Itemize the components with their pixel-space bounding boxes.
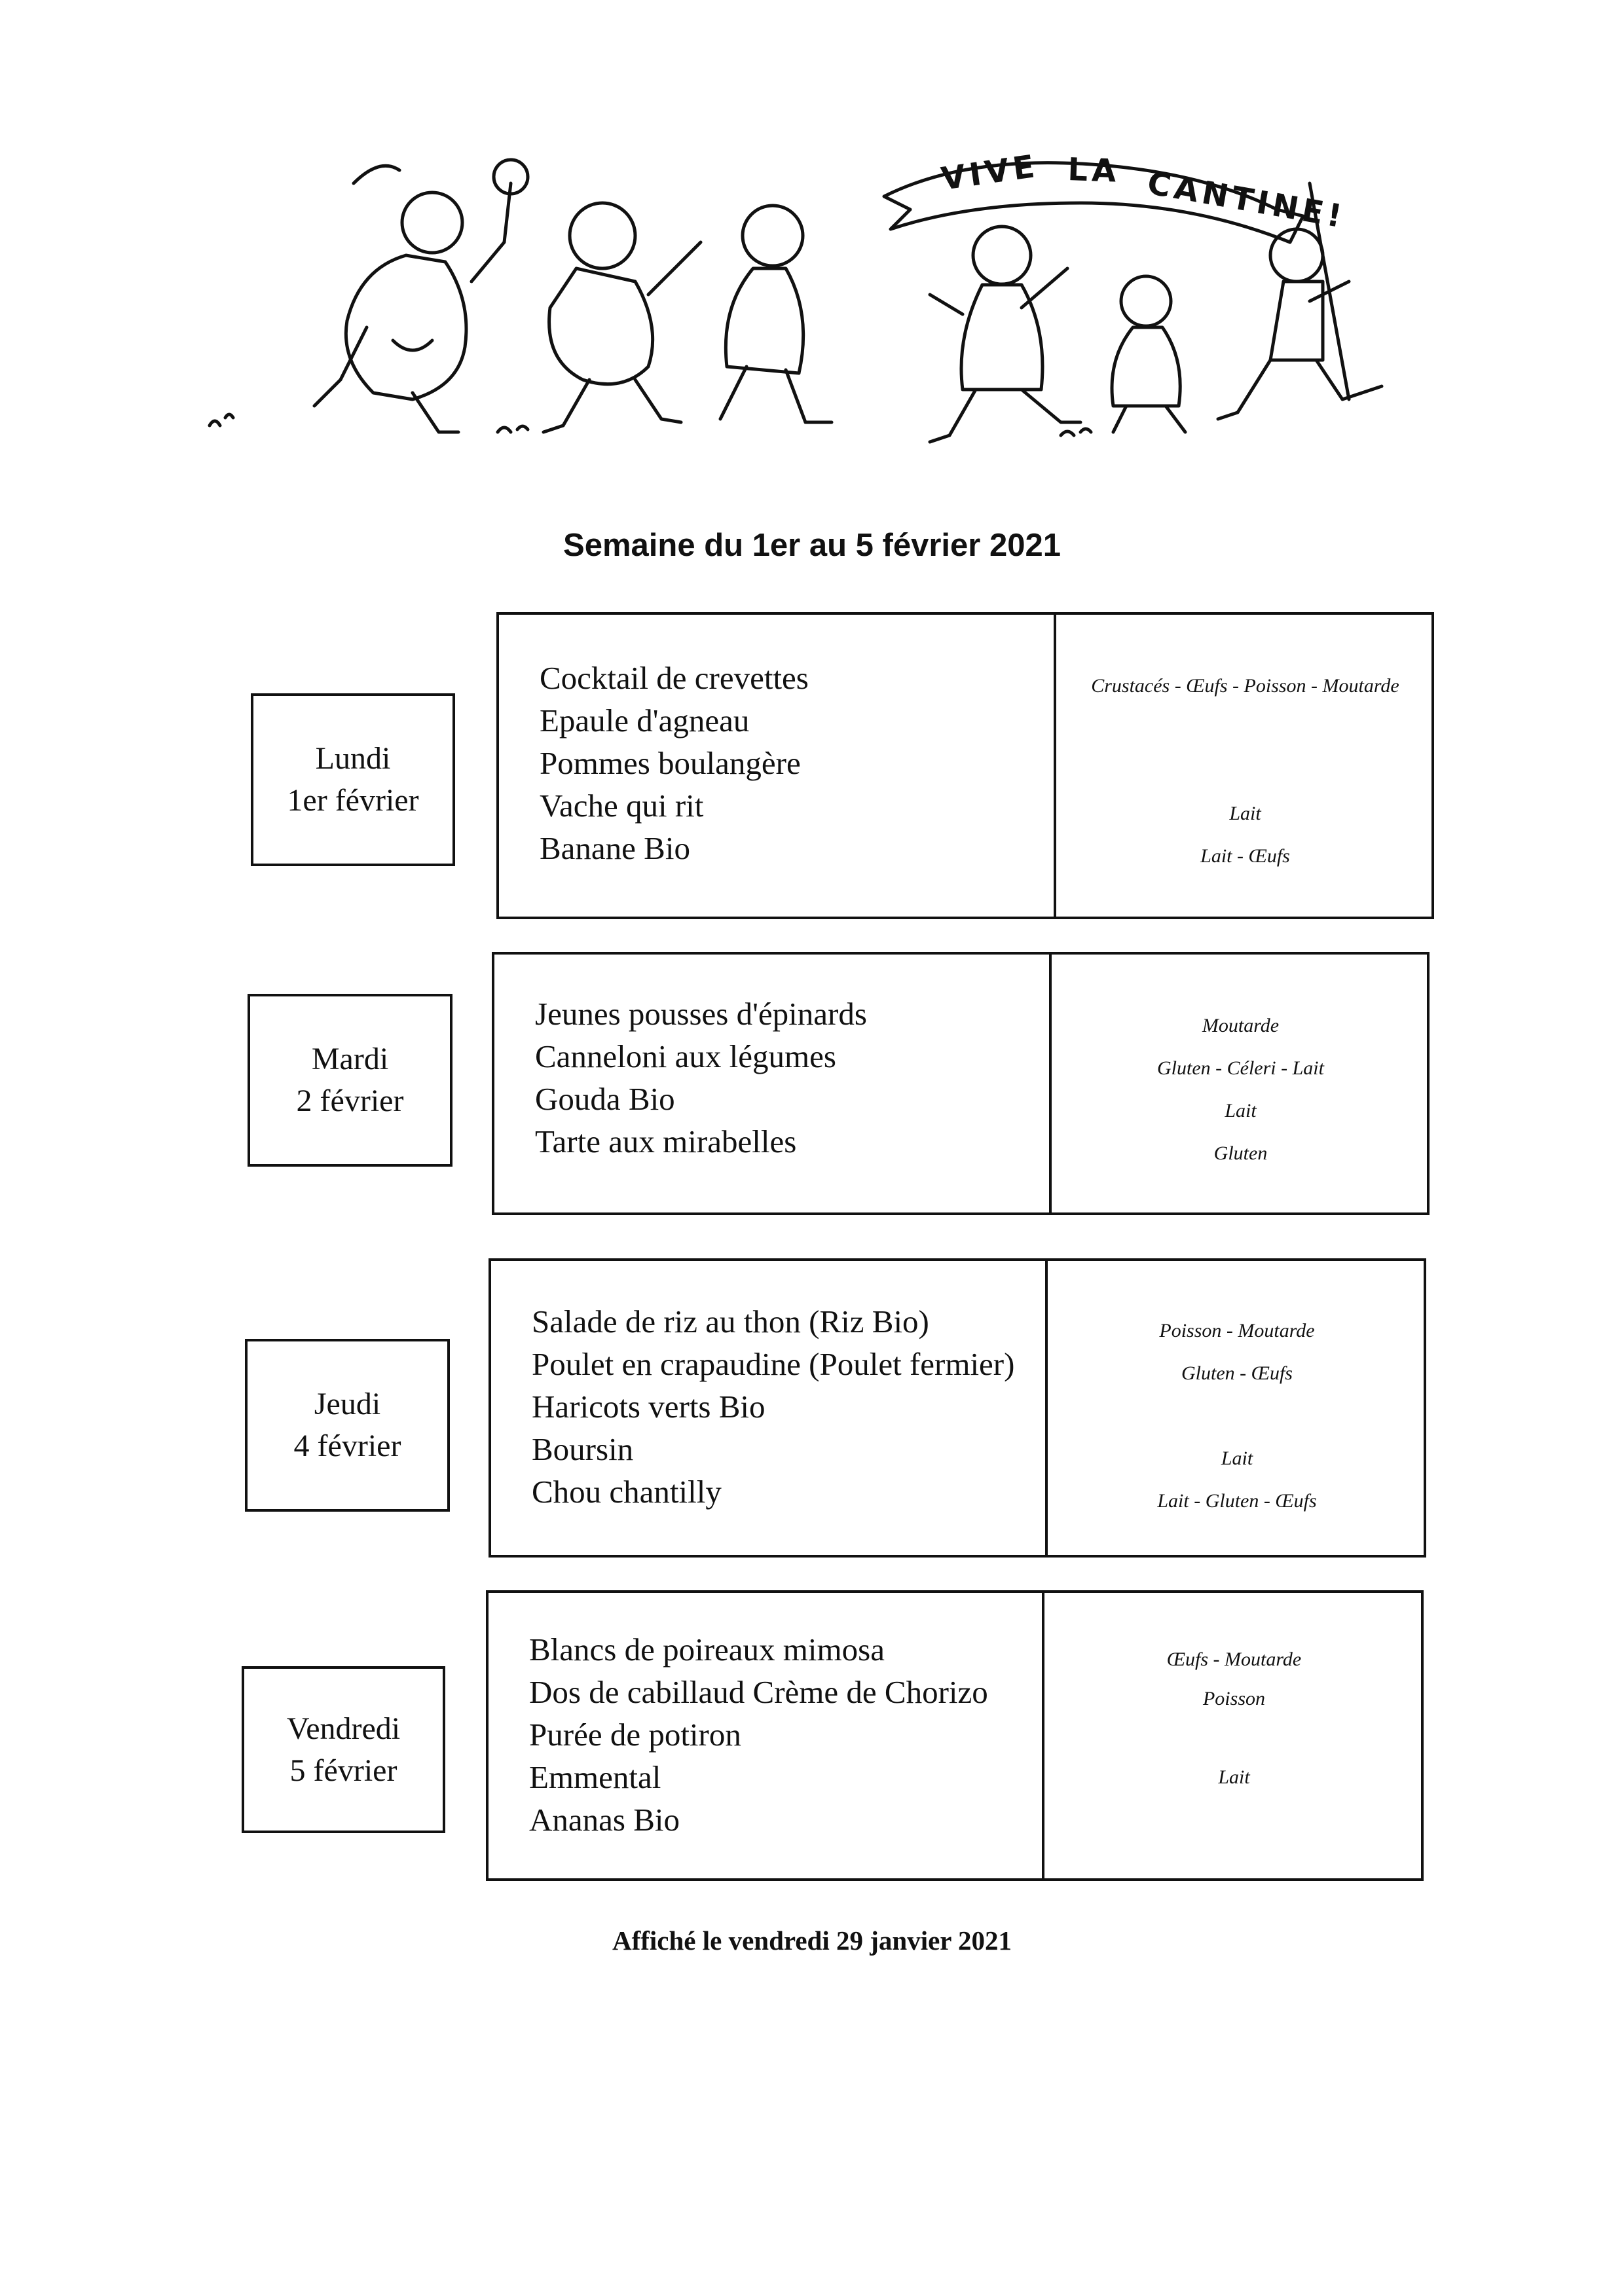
day-name: Mardi <box>311 1042 389 1076</box>
column-divider <box>1049 952 1052 1215</box>
menu-item: Banane Bio <box>540 830 690 866</box>
column-divider <box>1054 612 1056 919</box>
column-divider <box>1042 1590 1044 1881</box>
day-date: 4 février <box>293 1429 401 1463</box>
allergen-line: Lait - Gluten - Œufs <box>1157 1490 1317 1512</box>
allergen-line: Gluten - Œufs <box>1181 1362 1293 1384</box>
menu-item: Ananas Bio <box>529 1802 680 1838</box>
menu-list <box>540 657 809 869</box>
day-label-friday <box>242 1666 445 1833</box>
day-name: Vendredi <box>286 1711 401 1746</box>
allergen-line: Lait - Œufs <box>1200 845 1290 867</box>
menu-item: Poulet en crapaudine (Poulet fermier) <box>532 1346 1015 1382</box>
week-title: Semaine du 1er au 5 février 2021 <box>563 528 1061 563</box>
day-date: 5 février <box>289 1753 397 1788</box>
menu-item: Boursin <box>532 1431 634 1467</box>
menu-box-friday <box>486 1590 1424 1881</box>
menu-list <box>529 1628 988 1841</box>
menu-item: Tarte aux mirabelles <box>535 1123 797 1159</box>
menu-item: Gouda Bio <box>535 1081 675 1117</box>
menu-item: Canneloni aux légumes <box>535 1038 836 1074</box>
menu-item: Cocktail de crevettes <box>540 660 809 696</box>
menu-item: Vache qui rit <box>540 788 704 824</box>
menu-item: Dos de cabillaud Crème de Chorizo <box>529 1674 988 1710</box>
posted-date: Affiché le vendredi 29 janvier 2021 <box>612 1925 1012 1956</box>
running-children-illustration <box>196 144 1414 471</box>
allergen-line: Œufs - Moutarde <box>1166 1649 1302 1670</box>
menu-item: Chou chantilly <box>532 1474 722 1510</box>
menu-item: Blancs de poireaux mimosa <box>529 1631 885 1667</box>
allergen-line: Moutarde <box>1202 1015 1280 1036</box>
svg-text:CANTINE!: CANTINE! <box>1144 164 1348 236</box>
svg-text:VIVE: VIVE <box>938 147 1041 198</box>
menu-item: Salade de riz au thon (Riz Bio) <box>532 1303 929 1339</box>
menu-item: Purée de potiron <box>529 1717 741 1753</box>
allergen-line: Lait <box>1225 1100 1257 1121</box>
menu-list <box>535 993 867 1163</box>
day-date: 2 février <box>296 1084 404 1118</box>
menu-item: Epaule d'agneau <box>540 702 750 738</box>
day-label-monday <box>251 693 455 866</box>
day-label-tuesday <box>248 994 452 1167</box>
menu-box-tuesday <box>492 952 1430 1215</box>
menu-item: Jeunes pousses d'épinards <box>535 996 867 1032</box>
menu-list <box>532 1300 1014 1513</box>
allergen-line: Poisson - Moutarde <box>1159 1320 1315 1341</box>
menu-box-thursday <box>489 1258 1426 1558</box>
day-label-thursday <box>245 1339 450 1512</box>
menu-item: Pommes boulangère <box>540 745 801 781</box>
allergen-line: Gluten <box>1213 1142 1268 1164</box>
allergen-line: Gluten - Céleri - Lait <box>1157 1057 1324 1079</box>
menu-box-monday <box>496 612 1434 919</box>
column-divider <box>1045 1258 1048 1558</box>
allergen-line: Crustacés - Œufs - Poisson - Moutarde <box>1091 675 1399 697</box>
svg-text:LA: LA <box>1067 151 1121 190</box>
day-date: 1er février <box>287 783 419 818</box>
allergen-line: Lait <box>1221 1448 1253 1469</box>
allergen-line: Lait <box>1229 803 1261 824</box>
day-name: Jeudi <box>314 1387 381 1421</box>
allergen-line: Lait <box>1218 1766 1250 1788</box>
menu-item: Haricots verts Bio <box>532 1389 766 1425</box>
day-name: Lundi <box>315 741 391 776</box>
allergen-line: Poisson <box>1202 1688 1265 1709</box>
menu-item: Emmental <box>529 1759 661 1795</box>
